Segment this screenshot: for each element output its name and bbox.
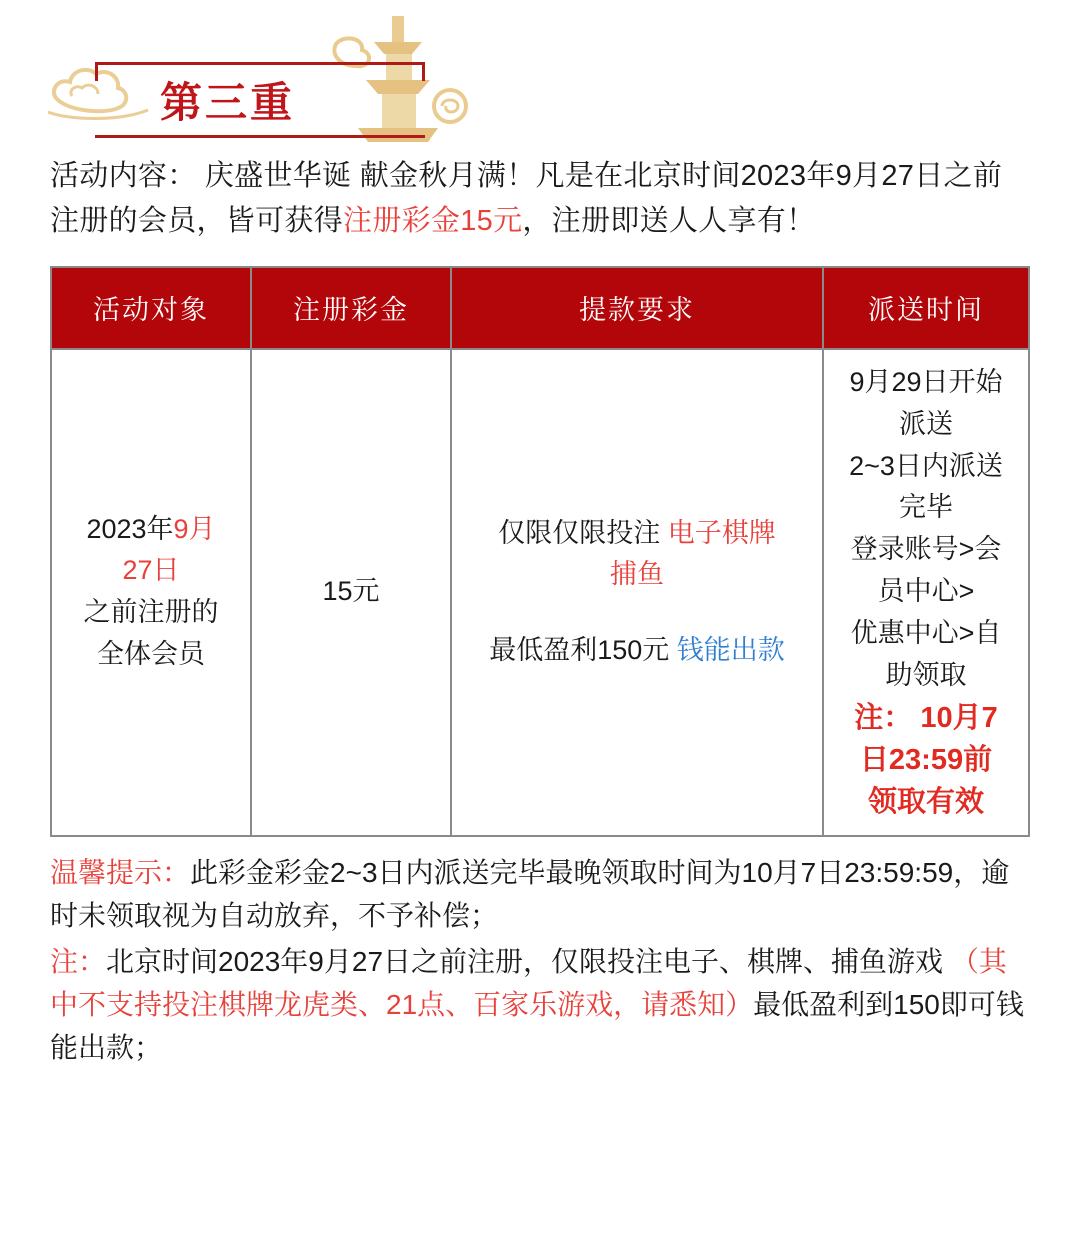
intro-highlight: 注册彩金15元 (343, 204, 523, 237)
header-bonus: 注册彩金 (251, 267, 451, 349)
note-red-text: （其中不支持投注棋牌龙虎类、21点、百家乐游戏，请悉知） (50, 945, 1007, 1020)
note-text-2: 最低盈利到150即可钱能出款； (50, 988, 1024, 1064)
header-delivery: 派送时间 (823, 267, 1029, 349)
require-spacer (458, 596, 816, 630)
target-month: 9月 (173, 513, 216, 544)
require-line3-prefix: 最低盈利150元 (489, 635, 677, 666)
note-paragraph (50, 940, 1030, 1070)
delivery-note-line1: 注： 10月7 (854, 701, 998, 734)
cell-bonus: 15元 (251, 349, 451, 836)
intro-paragraph (50, 154, 1030, 244)
intro-suffix: ，注册即送人人享有！ (522, 204, 816, 237)
tip-paragraph (50, 851, 1030, 938)
delivery-line8: 助领取 (885, 659, 967, 690)
promo-table-wrap (50, 266, 1030, 837)
footer-notes (50, 851, 1030, 1070)
delivery-line1: 9月29日开始 (849, 366, 1003, 397)
delivery-line4: 完毕 (899, 492, 953, 523)
header-target: 活动对象 (51, 267, 251, 349)
banner-title: 第三重 (160, 81, 296, 127)
delivery-line7: 优惠中心>自 (850, 617, 1002, 648)
note-label: 注： (50, 945, 107, 977)
delivery-note-line2: 日23:59前 (859, 743, 993, 776)
delivery-line6: 员中心> (877, 576, 975, 607)
cell-target (51, 349, 251, 836)
cell-delivery (823, 349, 1029, 836)
delivery-note-line3: 领取有效 (867, 785, 984, 818)
tip-text: 此彩金彩金2~3日内派送完毕最晚领取时间为10月7日23:59:59，逾时未领取视为自动放弃，不予补偿； (50, 856, 1010, 932)
delivery-line3: 2~3日内派送 (849, 450, 1003, 481)
header-requirement: 提款要求 (451, 267, 823, 349)
intro-prefix: 活动内容： 庆盛世华诞 献金秋月满！凡是在北京时间2023年9月27日之前注册的会员，皆可获得 (50, 160, 1003, 237)
require-line1-red: 电子棋牌 (667, 517, 776, 548)
target-line3: 之前注册的 (83, 597, 219, 628)
table-row (51, 349, 1029, 836)
delivery-line2: 派送 (899, 408, 953, 439)
tip-label: 温馨提示： (50, 856, 191, 888)
target-line4: 全体会员 (97, 639, 205, 670)
banner (0, 0, 1080, 150)
cell-requirement (451, 349, 823, 836)
target-day: 27日 (122, 555, 180, 586)
promo-table (50, 266, 1030, 837)
table-header-row (51, 267, 1029, 349)
require-line2-red: 捕鱼 (610, 559, 664, 590)
note-text-1: 北京时间2023年9月27日之前注册，仅限投注电子、棋牌、捕鱼游戏 (106, 945, 951, 977)
target-year: 2023年 (86, 513, 174, 544)
require-line1-prefix: 仅限仅限投注 (498, 517, 668, 548)
delivery-line5: 登录账号>会 (850, 534, 1002, 565)
require-line3-blue: 钱能出款 (676, 635, 785, 666)
